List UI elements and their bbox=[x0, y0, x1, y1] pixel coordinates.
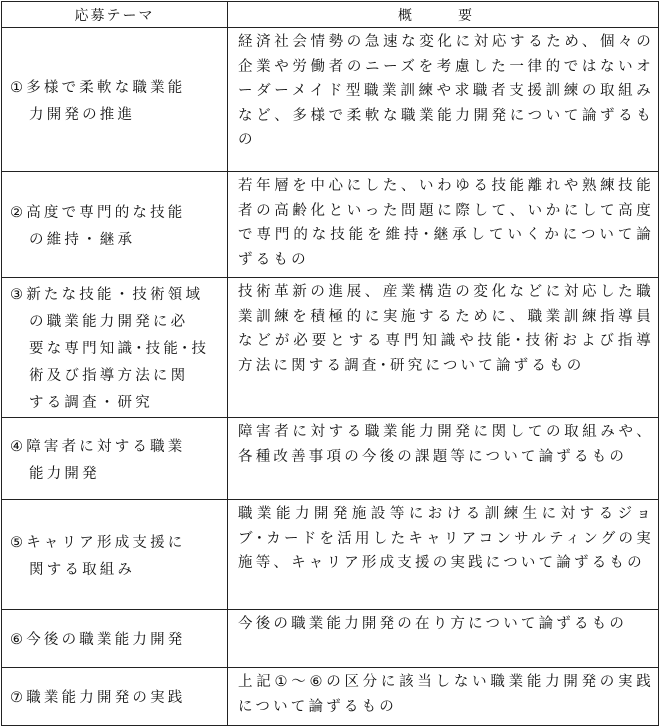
theme-line: 術及び指導方法に関 bbox=[29, 368, 189, 384]
table-row bbox=[2, 278, 659, 418]
theme-line: の職業能力開発に必 bbox=[29, 314, 189, 330]
theme-cell bbox=[2, 28, 228, 172]
summary-cell: 今後の職業能力開発の在り方について論ずるもの bbox=[228, 610, 659, 668]
table-row bbox=[2, 610, 659, 668]
theme-line: ④障害者に対する職業 bbox=[10, 438, 186, 455]
summary-cell: 職業能力開発施設等における訓練生に対するジョブ･カードを活用したキャリアコンサルティングの実施等、キャリア形成支援の実践について論ずるもの bbox=[228, 500, 659, 610]
theme-line: 関する取組み bbox=[29, 561, 136, 578]
theme-cell bbox=[2, 668, 228, 726]
theme-cell bbox=[2, 500, 228, 610]
header-theme: 応募テーマ bbox=[2, 2, 228, 28]
theme-line: 能力開発 bbox=[29, 465, 100, 482]
table-row bbox=[2, 500, 659, 610]
summary-cell: 技術革新の進展、産業構造の変化などに対応した職業訓練を積極的に実施するために、職業訓練指導員などが必要とする専門知識や技能･技術および指導方法に関する調査･研究について論ずるもの bbox=[228, 278, 659, 418]
theme-line: する調査・研究 bbox=[29, 395, 153, 411]
theme-table bbox=[1, 1, 659, 726]
header-summary: 概 要 bbox=[228, 2, 659, 28]
table-row bbox=[2, 668, 659, 726]
theme-line: ①多様で柔軟な職業能 bbox=[10, 79, 186, 96]
table-row bbox=[2, 418, 659, 500]
summary-cell: 若年層を中心にした、いわゆる技能離れや熟練技能者の高齢化といった問題に際して、いかにして高度で専門的な技能を維持･継承していくかについて論ずるもの bbox=[228, 172, 659, 278]
theme-line: ⑥今後の職業能力開発 bbox=[10, 632, 186, 648]
theme-cell bbox=[2, 172, 228, 278]
summary-cell: 経済社会情勢の急速な変化に対応するため、個々の企業や労働者のニーズを考慮した一律的ではないオーダーメイド型職業訓練や求職者支援訓練の取組みなど、多様で柔軟な職業能力開発について論ずるもの bbox=[228, 28, 659, 172]
table-row bbox=[2, 172, 659, 278]
theme-line: ⑤キャリア形成支援に bbox=[10, 534, 186, 551]
summary-cell: 上記①～⑥の区分に該当しない職業能力開発の実践について論ずるもの bbox=[228, 668, 659, 726]
theme-line: ②高度で専門的な技能 bbox=[10, 204, 186, 221]
theme-line: ⑦職業能力開発の実践 bbox=[10, 690, 186, 706]
summary-cell: 障害者に対する職業能力開発に関しての取組みや、各種改善事項の今後の課題等について論ずるもの bbox=[228, 418, 659, 500]
theme-line: ③新たな技能・技術領域 bbox=[10, 287, 204, 303]
theme-cell bbox=[2, 418, 228, 500]
theme-line: の維持・継承 bbox=[29, 231, 136, 248]
header-row bbox=[2, 2, 659, 28]
theme-line: 要な専門知識･技能･技 bbox=[29, 341, 210, 357]
theme-line: 力開発の推進 bbox=[29, 106, 136, 123]
theme-cell bbox=[2, 610, 228, 668]
table-row bbox=[2, 28, 659, 172]
theme-cell bbox=[2, 278, 228, 418]
